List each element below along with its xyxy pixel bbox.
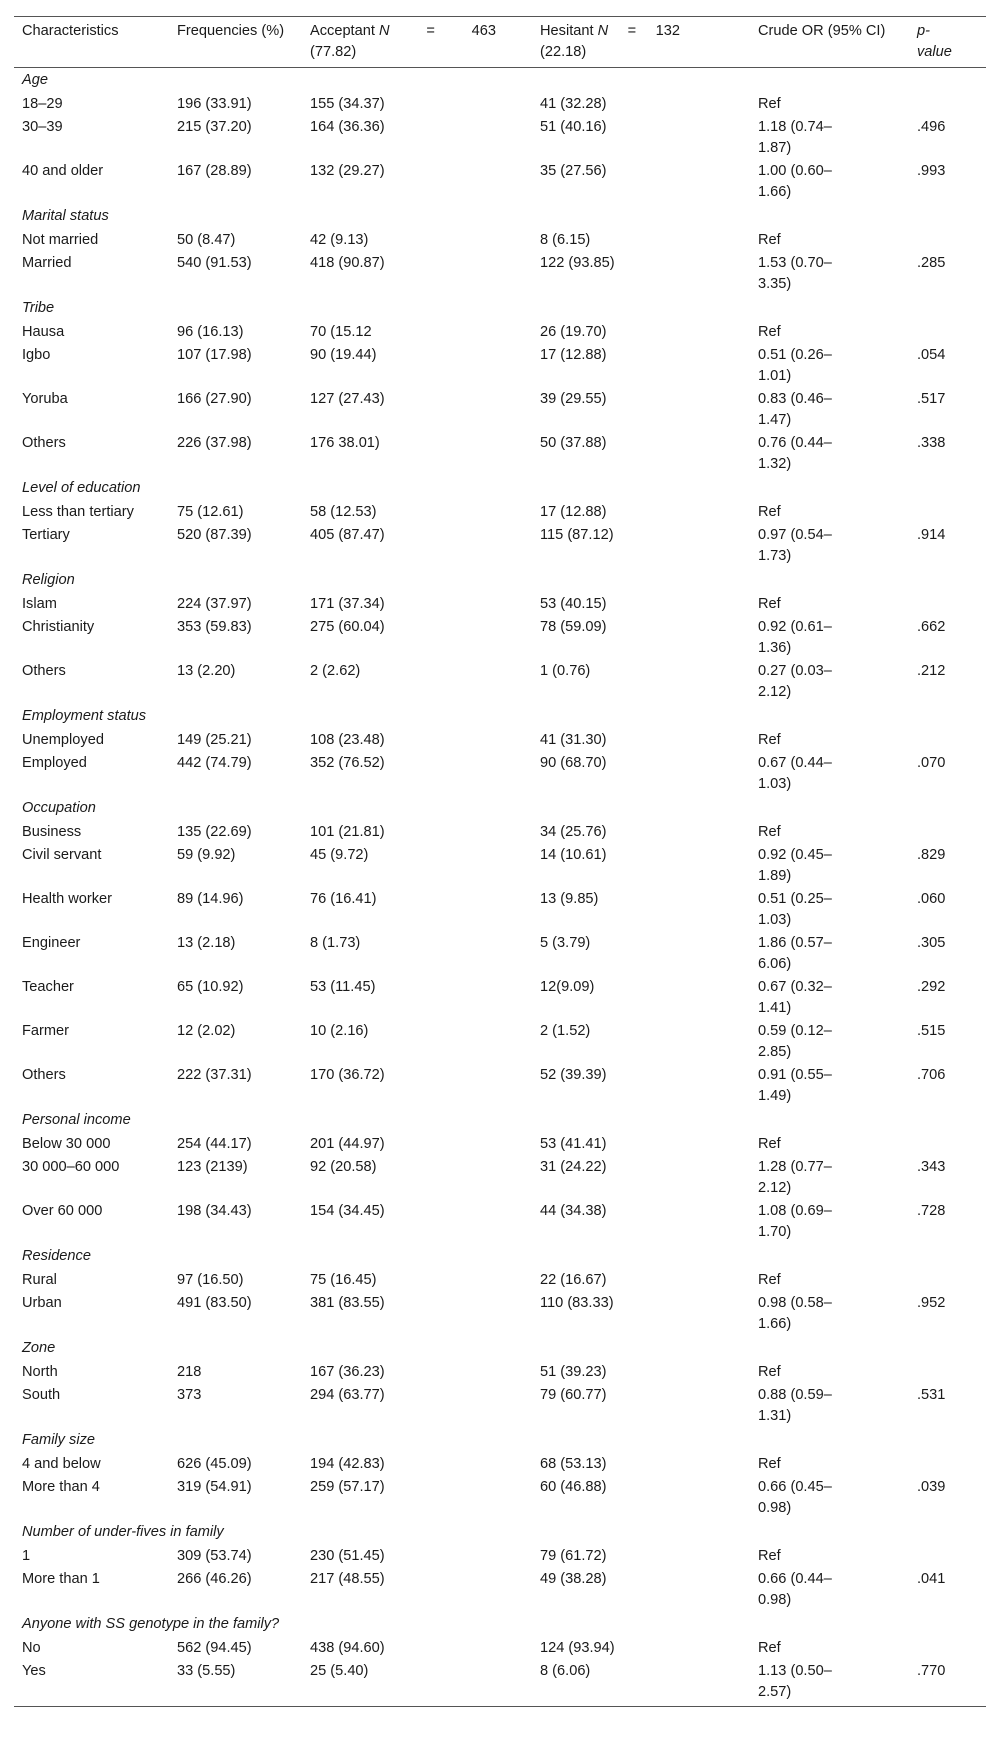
characteristic-cell: 30 000–60 000 xyxy=(22,1159,120,1175)
characteristic-cell: Tertiary xyxy=(22,527,70,543)
header-acceptant-n: 463 xyxy=(471,23,496,39)
hesitant-cell: 115 (87.12) xyxy=(540,527,614,543)
acceptant-cell: 76 (16.41) xyxy=(310,891,377,907)
frequency-cell: 226 (37.98) xyxy=(177,435,252,451)
p-value-cell: .728 xyxy=(917,1203,946,1219)
frequency-cell: 135 (22.69) xyxy=(177,823,252,840)
hesitant-cell: 34 (25.76) xyxy=(540,823,607,840)
table-row xyxy=(14,1020,986,1064)
acceptant-cell: 108 (23.48) xyxy=(310,731,385,748)
hesitant-cell: 90 (68.70) xyxy=(540,755,607,771)
frequency-cell: 12 (2.02) xyxy=(177,1023,236,1039)
hesitant-cell: 53 (41.41) xyxy=(540,1135,607,1152)
acceptant-cell: 167 (36.23) xyxy=(310,1363,385,1380)
hesitant-cell: 2 (1.52) xyxy=(540,1023,591,1039)
characteristic-cell: More than 1 xyxy=(22,1571,100,1587)
acceptant-cell: 230 (51.45) xyxy=(310,1547,385,1564)
hesitant-cell: 31 (24.22) xyxy=(540,1159,607,1175)
p-value-cell: .515 xyxy=(917,1023,946,1039)
crude-or-cell: 1.13 (0.50–2.57) xyxy=(750,1660,909,1707)
frequency-cell: 123 (2139) xyxy=(177,1159,248,1175)
table-row xyxy=(14,660,986,704)
table-header xyxy=(14,17,986,68)
hesitant-cell: 50 (37.88) xyxy=(540,435,607,451)
acceptant-cell: 8 (1.73) xyxy=(310,935,361,951)
group-title: Religion xyxy=(22,572,75,588)
header-acceptant-pct: (77.82) xyxy=(310,43,357,60)
crude-or-cell: Ref xyxy=(758,1135,781,1152)
crude-or-cell: 1.28 (0.77–2.12) xyxy=(758,1159,832,1196)
crude-or-cell: 0.76 (0.44–1.32) xyxy=(758,435,832,472)
p-value-cell xyxy=(909,93,986,117)
group-header-row xyxy=(14,296,986,321)
hesitant-cell: 17 (12.88) xyxy=(540,347,607,363)
header-hesitant-label: Hesitant xyxy=(540,23,594,39)
group-header-row xyxy=(14,1520,986,1545)
acceptant-cell: 176 38.01) xyxy=(310,435,380,451)
header-hesitant-pct: (22.18) xyxy=(540,43,587,60)
hesitant-cell: 22 (16.67) xyxy=(540,1271,607,1288)
p-value-cell: .343 xyxy=(917,1159,946,1175)
acceptant-cell: 70 (15.12 xyxy=(310,323,372,340)
crude-or-cell: Ref xyxy=(758,1639,781,1656)
characteristic-cell: Others xyxy=(22,663,66,679)
characteristic-cell: Urban xyxy=(22,1295,62,1311)
p-value-cell: .770 xyxy=(909,1660,986,1707)
header-hesitant-eq: = xyxy=(627,23,637,39)
table-row xyxy=(14,1476,986,1520)
hesitant-cell: 41 (32.28) xyxy=(540,95,607,112)
frequency-cell: 442 (74.79) xyxy=(177,755,252,771)
hesitant-cell: 60 (46.88) xyxy=(540,1479,607,1495)
crude-or-cell: 0.66 (0.44–0.98) xyxy=(758,1571,832,1608)
table-row xyxy=(14,1361,986,1385)
acceptant-cell: 164 (36.36) xyxy=(310,119,385,135)
table-row xyxy=(14,501,986,525)
p-value-cell: .517 xyxy=(917,391,946,407)
table-row xyxy=(14,1568,986,1612)
frequency-cell: 222 (37.31) xyxy=(177,1067,252,1083)
frequency-cell: 13 (2.20) xyxy=(177,663,236,679)
characteristic-cell: Yes xyxy=(14,1660,169,1707)
group-header-row xyxy=(14,1612,986,1637)
group-header-row xyxy=(14,1108,986,1133)
frequency-cell: 89 (14.96) xyxy=(177,891,244,907)
characteristic-cell: No xyxy=(22,1639,41,1656)
group-title: Occupation xyxy=(22,800,96,816)
crude-or-cell: Ref xyxy=(758,1363,781,1380)
group-title: Residence xyxy=(22,1248,91,1264)
crude-or-cell: 0.66 (0.45–0.98) xyxy=(758,1479,832,1516)
characteristic-cell: Yoruba xyxy=(22,391,68,407)
acceptant-cell: 201 (44.97) xyxy=(310,1135,385,1152)
table-row xyxy=(14,432,986,476)
table-row xyxy=(14,1292,986,1336)
hesitant-cell: 51 (39.23) xyxy=(540,1363,607,1380)
characteristic-cell: Civil servant xyxy=(22,847,102,863)
crude-or-cell: 0.91 (0.55–1.49) xyxy=(758,1067,832,1104)
characteristic-cell: Others xyxy=(22,1067,66,1083)
characteristic-cell: Christianity xyxy=(22,619,95,635)
p-value-cell xyxy=(909,501,986,525)
frequency-cell: 491 (83.50) xyxy=(177,1295,252,1311)
frequency-cell: 167 (28.89) xyxy=(177,163,252,179)
crude-or-cell: Ref xyxy=(758,231,781,248)
header-acceptant xyxy=(302,17,532,68)
characteristic-cell: Health worker xyxy=(22,891,113,907)
table-row xyxy=(14,1064,986,1108)
crude-or-cell: Ref xyxy=(758,1271,781,1288)
group-title: Level of education xyxy=(22,480,141,496)
hesitant-cell: 41 (31.30) xyxy=(540,731,607,748)
table-row xyxy=(14,1133,986,1157)
acceptant-cell: 154 (34.45) xyxy=(310,1203,385,1219)
hesitant-cell: 13 (9.85) xyxy=(540,891,599,907)
group-title: Marital status xyxy=(22,208,109,224)
table-row xyxy=(14,344,986,388)
group-header-row xyxy=(14,796,986,821)
p-value-cell: .993 xyxy=(917,163,946,179)
table-row xyxy=(14,821,986,845)
p-value-cell: .070 xyxy=(917,755,946,771)
hesitant-cell: 52 (39.39) xyxy=(540,1067,607,1083)
characteristic-cell: Farmer xyxy=(22,1023,70,1039)
p-value-cell xyxy=(909,229,986,253)
hesitant-cell: 53 (40.15) xyxy=(540,595,607,612)
table-row xyxy=(14,321,986,345)
p-value-cell: .914 xyxy=(917,527,946,543)
header-characteristics: Characteristics xyxy=(14,17,169,68)
hesitant-cell: 8 (6.06) xyxy=(532,1660,750,1707)
hesitant-cell: 5 (3.79) xyxy=(540,935,591,951)
table-row xyxy=(14,1156,986,1200)
p-value-cell xyxy=(909,821,986,845)
hesitant-cell: 68 (53.13) xyxy=(540,1455,607,1472)
acceptant-cell: 58 (12.53) xyxy=(310,503,377,520)
table-row xyxy=(14,1660,986,1707)
frequency-cell: 50 (8.47) xyxy=(177,231,236,248)
acceptant-cell: 127 (27.43) xyxy=(310,391,385,407)
header-crude-or: Crude OR (95% CI) xyxy=(750,17,909,68)
characteristic-cell: 1 xyxy=(22,1547,31,1564)
hesitant-cell: 12(9.09) xyxy=(540,979,595,995)
crude-or-cell: Ref xyxy=(758,503,781,520)
group-header-row xyxy=(14,1428,986,1453)
p-value-cell: .039 xyxy=(917,1479,946,1495)
hesitant-cell: 110 (83.33) xyxy=(540,1295,614,1311)
acceptant-cell: 259 (57.17) xyxy=(310,1479,385,1495)
hesitant-cell: 51 (40.16) xyxy=(540,119,607,135)
crude-or-cell: 0.59 (0.12–2.85) xyxy=(758,1023,832,1060)
frequency-cell: 65 (10.92) xyxy=(177,979,244,995)
p-value-cell xyxy=(909,1361,986,1385)
table-row xyxy=(14,844,986,888)
frequency-cell: 309 (53.74) xyxy=(177,1547,252,1564)
crude-or-cell: 1.00 (0.60–1.66) xyxy=(758,163,832,200)
p-value-cell: .305 xyxy=(917,935,946,951)
p-value-cell: .054 xyxy=(917,347,946,363)
p-value-cell xyxy=(909,321,986,345)
header-row xyxy=(14,17,986,68)
characteristic-cell: 30–39 xyxy=(22,119,63,135)
table-row xyxy=(14,1453,986,1477)
characteristic-cell: More than 4 xyxy=(22,1479,100,1495)
p-value-cell xyxy=(909,1133,986,1157)
characteristic-cell: Igbo xyxy=(22,347,51,363)
header-acceptant-label: Acceptant xyxy=(310,23,375,39)
hesitant-cell: 26 (19.70) xyxy=(540,323,607,340)
group-title: Zone xyxy=(22,1340,56,1356)
crude-or-cell: 0.83 (0.46–1.47) xyxy=(758,391,832,428)
group-title: Anyone with SS genotype in the family? xyxy=(22,1616,280,1632)
crude-or-cell: 0.92 (0.45–1.89) xyxy=(758,847,832,884)
frequency-cell: 59 (9.92) xyxy=(177,847,236,863)
crude-or-cell: 0.51 (0.26–1.01) xyxy=(758,347,832,384)
acceptant-cell: 170 (36.72) xyxy=(310,1067,385,1083)
crude-or-cell: 0.98 (0.58–1.66) xyxy=(758,1295,832,1332)
crude-or-cell: Ref xyxy=(758,595,781,612)
acceptant-cell: 132 (29.27) xyxy=(310,163,385,179)
group-header-row xyxy=(14,476,986,501)
crude-or-cell: 1.86 (0.57–6.06) xyxy=(758,935,832,972)
characteristic-cell: Married xyxy=(22,255,72,271)
table-row xyxy=(14,752,986,796)
characteristic-cell: Others xyxy=(22,435,66,451)
crude-or-cell: 0.97 (0.54–1.73) xyxy=(758,527,832,564)
acceptant-cell: 101 (21.81) xyxy=(310,823,385,840)
p-value-cell: .060 xyxy=(917,891,946,907)
p-value-cell: .292 xyxy=(917,979,946,995)
frequency-cell: 319 (54.91) xyxy=(177,1479,252,1495)
p-value-cell: .496 xyxy=(917,119,946,135)
crude-or-cell: 0.88 (0.59–1.31) xyxy=(758,1387,832,1424)
hesitant-cell: 79 (61.72) xyxy=(540,1547,607,1564)
characteristic-cell: Rural xyxy=(22,1271,57,1288)
p-value-cell xyxy=(909,1545,986,1569)
acceptant-cell: 25 (5.40) xyxy=(302,1660,532,1707)
hesitant-cell: 44 (34.38) xyxy=(540,1203,607,1219)
p-value-cell: .662 xyxy=(917,619,946,635)
crude-or-cell: Ref xyxy=(758,731,781,748)
crude-or-cell: 0.92 (0.61–1.36) xyxy=(758,619,832,656)
table-row xyxy=(14,888,986,932)
table-row xyxy=(14,160,986,204)
characteristic-cell: South xyxy=(22,1387,61,1403)
frequency-cell: 373 xyxy=(177,1387,202,1403)
p-value-cell: .829 xyxy=(917,847,946,863)
characteristic-cell: 4 and below xyxy=(22,1455,101,1472)
p-value-cell: .706 xyxy=(917,1067,946,1083)
group-header-row xyxy=(14,568,986,593)
table-row xyxy=(14,388,986,432)
p-value-cell: .531 xyxy=(917,1387,946,1403)
frequency-cell: 224 (37.97) xyxy=(177,595,252,612)
acceptant-cell: 90 (19.44) xyxy=(310,347,377,363)
hesitant-cell: 49 (38.28) xyxy=(540,1571,607,1587)
characteristic-cell: Employed xyxy=(22,755,87,771)
hesitant-cell: 122 (93.85) xyxy=(540,255,615,271)
characteristic-cell: Hausa xyxy=(22,323,65,340)
acceptant-cell: 294 (63.77) xyxy=(310,1387,385,1403)
table-row xyxy=(14,1269,986,1293)
frequency-cell: 198 (34.43) xyxy=(177,1203,252,1219)
p-value-cell: .041 xyxy=(917,1571,946,1587)
group-title: Family size xyxy=(22,1432,95,1448)
frequency-cell: 215 (37.20) xyxy=(177,119,252,135)
table-row xyxy=(14,524,986,568)
characteristic-cell: Unemployed xyxy=(22,731,104,748)
acceptant-cell: 352 (76.52) xyxy=(310,755,385,771)
characteristics-table xyxy=(14,16,986,1707)
crude-or-cell: Ref xyxy=(758,95,781,112)
hesitant-cell: 39 (29.55) xyxy=(540,391,607,407)
characteristic-cell: Over 60 000 xyxy=(22,1203,103,1219)
p-value-cell xyxy=(909,1637,986,1661)
p-value-cell xyxy=(909,1453,986,1477)
acceptant-cell: 171 (37.34) xyxy=(310,595,385,612)
acceptant-cell: 155 (34.37) xyxy=(310,95,385,112)
characteristic-cell: Engineer xyxy=(22,935,81,951)
crude-or-cell: 0.67 (0.44–1.03) xyxy=(758,755,832,792)
table-row xyxy=(14,116,986,160)
table-row xyxy=(14,229,986,253)
p-value-cell: .952 xyxy=(917,1295,946,1311)
characteristic-cell: Islam xyxy=(22,595,57,612)
group-header-row xyxy=(14,68,986,93)
frequency-cell: 96 (16.13) xyxy=(177,323,244,340)
acceptant-cell: 75 (16.45) xyxy=(310,1271,377,1288)
table-body xyxy=(14,68,986,1707)
acceptant-cell: 42 (9.13) xyxy=(310,231,369,248)
table-row xyxy=(14,1637,986,1661)
crude-or-cell: 1.08 (0.69–1.70) xyxy=(758,1203,832,1240)
frequency-cell: 13 (2.18) xyxy=(177,935,236,951)
acceptant-cell: 438 (94.60) xyxy=(310,1639,385,1656)
header-hesitant-n: 132 xyxy=(655,23,680,39)
characteristic-cell: Below 30 000 xyxy=(22,1135,111,1152)
group-header-row xyxy=(14,204,986,229)
p-value-cell xyxy=(909,593,986,617)
characteristic-cell: Not married xyxy=(22,231,99,248)
crude-or-cell: Ref xyxy=(758,1455,781,1472)
p-value-cell xyxy=(909,1269,986,1293)
group-header-row xyxy=(14,1244,986,1269)
p-value-cell xyxy=(909,729,986,753)
header-frequencies: Frequencies (%) xyxy=(169,17,302,68)
frequency-cell: 149 (25.21) xyxy=(177,731,252,748)
acceptant-cell: 275 (60.04) xyxy=(310,619,385,635)
header-hesitant xyxy=(532,17,750,68)
table-row xyxy=(14,729,986,753)
crude-or-cell: Ref xyxy=(758,1547,781,1564)
group-header-row xyxy=(14,1336,986,1361)
crude-or-cell: 0.51 (0.25–1.03) xyxy=(758,891,832,928)
characteristic-cell: 18–29 xyxy=(22,95,63,112)
hesitant-cell: 8 (6.15) xyxy=(540,231,591,248)
table-row xyxy=(14,616,986,660)
crude-or-cell: 1.53 (0.70–3.35) xyxy=(758,255,832,292)
characteristic-cell: Less than tertiary xyxy=(22,503,134,520)
frequency-cell: 540 (91.53) xyxy=(177,255,252,271)
frequency-cell: 75 (12.61) xyxy=(177,503,244,520)
hesitant-cell: 17 (12.88) xyxy=(540,503,607,520)
frequency-cell: 218 xyxy=(177,1363,202,1380)
characteristic-cell: North xyxy=(22,1363,58,1380)
frequency-cell: 196 (33.91) xyxy=(177,95,252,112)
crude-or-cell: Ref xyxy=(758,823,781,840)
acceptant-cell: 381 (83.55) xyxy=(310,1295,385,1311)
table-row xyxy=(14,252,986,296)
table-row xyxy=(14,932,986,976)
group-title: Age xyxy=(22,72,48,88)
hesitant-cell: 35 (27.56) xyxy=(540,163,607,179)
frequency-cell: 520 (87.39) xyxy=(177,527,252,543)
characteristic-cell: 40 and older xyxy=(22,163,104,179)
p-value-cell: .212 xyxy=(917,663,946,679)
group-title: Number of under-fives in family xyxy=(22,1524,224,1540)
acceptant-cell: 10 (2.16) xyxy=(310,1023,369,1039)
frequency-cell: 562 (94.45) xyxy=(177,1639,252,1656)
table-row xyxy=(14,1200,986,1244)
characteristic-cell: Teacher xyxy=(22,979,74,995)
hesitant-cell: 79 (60.77) xyxy=(540,1387,607,1403)
acceptant-cell: 217 (48.55) xyxy=(310,1571,385,1587)
hesitant-cell: 1 (0.76) xyxy=(540,663,591,679)
header-p-value: p-value xyxy=(909,17,986,68)
p-value-cell: .338 xyxy=(917,435,946,451)
header-acceptant-eq: = xyxy=(426,23,435,39)
frequency-cell: 626 (45.09) xyxy=(177,1455,252,1472)
table-row xyxy=(14,1384,986,1428)
table-row xyxy=(14,1545,986,1569)
frequency-cell: 97 (16.50) xyxy=(177,1271,244,1288)
p-value-cell: .285 xyxy=(917,255,946,271)
acceptant-cell: 45 (9.72) xyxy=(310,847,369,863)
frequency-cell: 266 (46.26) xyxy=(177,1571,252,1587)
table-row xyxy=(14,93,986,117)
acceptant-cell: 53 (11.45) xyxy=(310,979,376,995)
acceptant-cell: 418 (90.87) xyxy=(310,255,385,271)
header-hesitant-n-symbol: N xyxy=(597,23,609,39)
frequency-cell: 353 (59.83) xyxy=(177,619,252,635)
acceptant-cell: 92 (20.58) xyxy=(310,1159,377,1175)
frequency-cell: 254 (44.17) xyxy=(177,1135,252,1152)
crude-or-cell: Ref xyxy=(758,323,781,340)
hesitant-cell: 78 (59.09) xyxy=(540,619,607,635)
group-title: Personal income xyxy=(22,1112,131,1128)
group-header-row xyxy=(14,704,986,729)
header-acceptant-n-symbol: N xyxy=(378,23,390,39)
hesitant-cell: 14 (10.61) xyxy=(540,847,607,863)
table-row xyxy=(14,593,986,617)
crude-or-cell: 0.67 (0.32–1.41) xyxy=(758,979,832,1016)
frequency-cell: 107 (17.98) xyxy=(177,347,252,363)
acceptant-cell: 405 (87.47) xyxy=(310,527,385,543)
acceptant-cell: 2 (2.62) xyxy=(310,663,361,679)
characteristic-cell: Business xyxy=(22,823,82,840)
frequency-cell: 33 (5.55) xyxy=(169,1660,302,1707)
crude-or-cell: 0.27 (0.03–2.12) xyxy=(758,663,832,700)
frequency-cell: 166 (27.90) xyxy=(177,391,252,407)
group-title: Employment status xyxy=(22,708,147,724)
table-row xyxy=(14,976,986,1020)
crude-or-cell: 1.18 (0.74–1.87) xyxy=(758,119,832,156)
hesitant-cell: 124 (93.94) xyxy=(540,1639,615,1656)
acceptant-cell: 194 (42.83) xyxy=(310,1455,385,1472)
group-title: Tribe xyxy=(22,300,55,316)
